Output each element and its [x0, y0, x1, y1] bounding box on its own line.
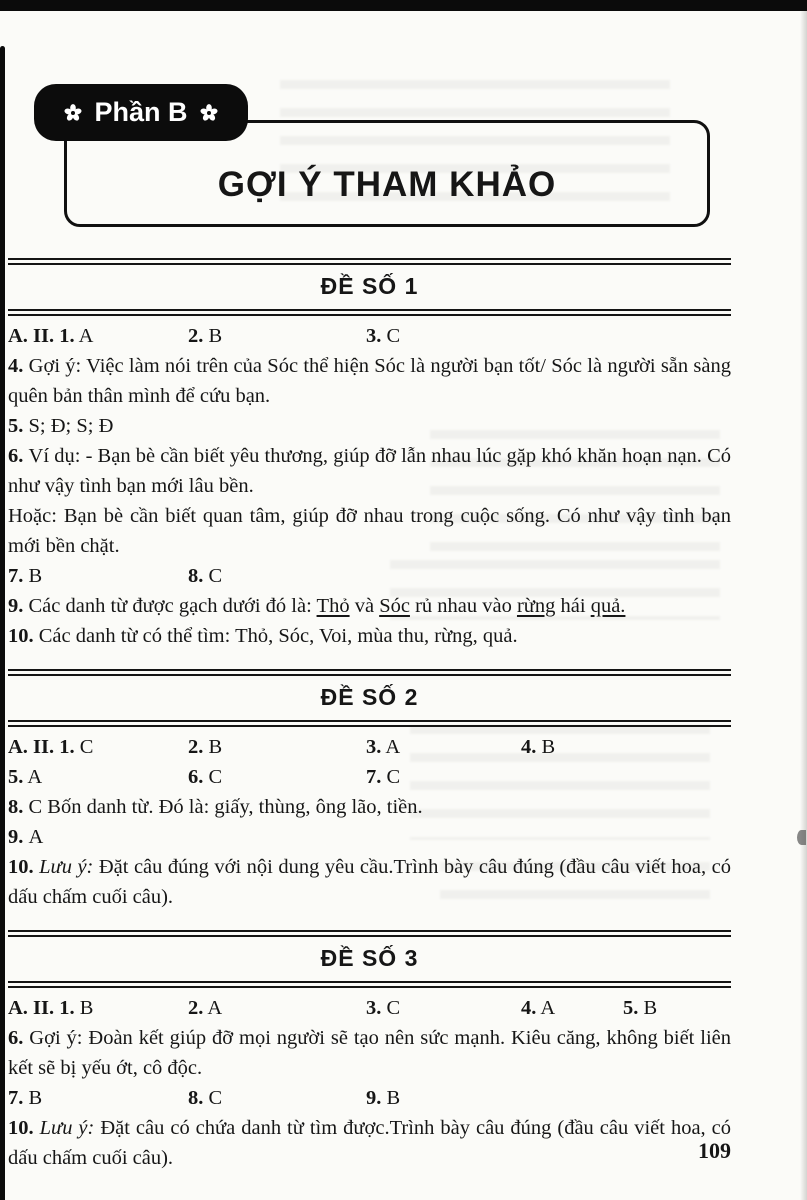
answer-paragraph — [8, 351, 731, 411]
answer-value: B — [208, 736, 223, 758]
text-segment: A — [28, 826, 44, 848]
text-segment: Sóc — [379, 595, 410, 617]
answer-cell — [188, 561, 366, 591]
double-rule — [8, 720, 731, 727]
answer-number: A. II. 1. — [8, 736, 75, 758]
text-segment: 10. — [8, 625, 39, 647]
answer-number: 2. — [188, 325, 204, 347]
answer-value: C — [386, 997, 401, 1019]
flower-icon — [63, 103, 83, 123]
answer-cell — [188, 762, 366, 792]
answer-cell — [188, 993, 366, 1023]
section-title: ĐỀ SỐ 2 — [320, 684, 419, 710]
text-segment: 10. — [8, 856, 40, 878]
text-segment: Các danh từ được gạch dưới đó là: — [28, 595, 317, 617]
answer-cell — [8, 561, 188, 591]
answer-cell — [623, 993, 657, 1023]
answer-cell — [366, 762, 521, 792]
answer-number: A. II. 1. — [8, 325, 75, 347]
answer-cell — [8, 762, 188, 792]
page-number: 109 — [698, 1138, 731, 1163]
answer-number: 3. — [366, 325, 382, 347]
scan-edge-mark — [797, 830, 806, 845]
answer-row — [8, 321, 731, 351]
section-body — [8, 316, 731, 660]
answer-value: C — [386, 325, 401, 347]
text-segment: S; Đ; S; Đ — [28, 415, 114, 437]
answer-value: C — [208, 766, 223, 788]
text-segment: và — [349, 595, 380, 617]
answer-paragraph — [8, 1113, 731, 1173]
answer-value: A — [78, 325, 94, 347]
answer-number: 3. — [366, 997, 382, 1019]
text-segment: Hoặc: Bạn bè cần biết quan tâm, giúp đỡ nhau trong cuộc sống. Có như vậy tình bạn mới bền chặt. — [8, 505, 731, 557]
text-segment: 4. — [8, 355, 29, 377]
answer-cell — [521, 993, 623, 1023]
answer-value: A — [385, 736, 401, 758]
text-segment: C Bốn danh từ. Đó là: giấy, thùng, ông lão, tiền. — [28, 796, 423, 818]
text-segment: Lưu ý: — [39, 1117, 95, 1139]
answer-number: 7. — [366, 766, 382, 788]
answer-cell — [8, 993, 188, 1023]
answer-row — [8, 993, 731, 1023]
answer-number: 5. — [623, 997, 639, 1019]
answer-number: 7. — [8, 565, 24, 587]
answer-row — [8, 732, 731, 762]
answer-value: C — [79, 736, 94, 758]
answer-value: A — [27, 766, 43, 788]
answer-paragraph — [8, 852, 731, 912]
answer-cell — [366, 732, 521, 762]
part-badge-label: Phần B — [94, 97, 188, 127]
answer-value: A — [207, 997, 223, 1019]
text-segment: rủ nhau vào — [409, 595, 517, 617]
answer-value: B — [28, 565, 43, 587]
answer-cell — [8, 321, 188, 351]
double-rule — [8, 309, 731, 316]
answer-cell — [366, 1083, 521, 1113]
answer-number: 3. — [366, 736, 382, 758]
text-segment: 9. — [8, 595, 29, 617]
answer-value: A — [540, 997, 556, 1019]
text-segment: 6. — [8, 445, 29, 467]
answer-number: 4. — [521, 997, 537, 1019]
answer-cell — [8, 1083, 188, 1113]
answer-paragraph — [8, 621, 731, 651]
text-segment: Gợi ý: Đoàn kết giúp đỡ mọi người sẽ tạo nên sức mạnh. Kiêu căng, không biết liên kết sẽ bị yếu ớt, cô độc. — [8, 1027, 732, 1079]
answer-cell — [188, 732, 366, 762]
answer-cell — [188, 321, 366, 351]
text-segment: Lưu ý: — [39, 856, 94, 878]
answer-paragraph — [8, 1023, 731, 1083]
section-de-so-1 — [8, 258, 731, 660]
answer-number: 2. — [188, 997, 204, 1019]
answer-cell — [8, 732, 188, 762]
text-segment: Đặt câu đúng với nội dung yêu cầu.Trình bày câu đúng (đầu câu viết hoa, có dấu chấm cuối câu). — [8, 856, 731, 908]
section-de-so-3 — [8, 930, 731, 1182]
text-segment: hái — [555, 595, 591, 617]
section-title: ĐỀ SỐ 1 — [320, 273, 419, 299]
answer-number: 5. — [8, 766, 24, 788]
answer-value: B — [79, 997, 94, 1019]
answer-number: 9. — [366, 1087, 382, 1109]
double-rule — [8, 669, 731, 676]
section-body — [8, 988, 731, 1182]
section-de-so-2 — [8, 669, 731, 921]
text-segment: Thỏ — [316, 595, 350, 617]
answer-number: 4. — [521, 736, 537, 758]
answer-paragraph — [8, 792, 731, 822]
answer-paragraph — [8, 411, 731, 441]
answer-cell — [188, 1083, 366, 1113]
text-segment: 8. — [8, 796, 29, 818]
answer-value: C — [386, 766, 401, 788]
answer-number: 6. — [188, 766, 204, 788]
answer-number: A. II. 1. — [8, 997, 75, 1019]
section-body — [8, 727, 731, 921]
answer-key-content — [8, 258, 731, 1182]
flower-icon — [199, 103, 219, 123]
answer-paragraph — [8, 501, 731, 561]
answer-row — [8, 1083, 731, 1113]
page-header — [0, 0, 807, 258]
double-rule — [8, 258, 731, 265]
answer-value: C — [208, 1087, 223, 1109]
answer-value: B — [28, 1087, 43, 1109]
text-segment: 9. — [8, 826, 29, 848]
text-segment: 5. — [8, 415, 29, 437]
answer-paragraph — [8, 822, 731, 852]
text-segment: 6. — [8, 1027, 30, 1049]
text-segment: rừng — [516, 595, 556, 617]
answer-value: C — [208, 565, 223, 587]
answer-row — [8, 561, 731, 591]
answer-cell — [366, 321, 521, 351]
section-title: ĐỀ SỐ 3 — [320, 945, 419, 971]
page-title: GỢI Ý THAM KHẢO — [217, 165, 557, 204]
answer-value: B — [643, 997, 658, 1019]
answer-value: B — [541, 736, 556, 758]
double-rule — [8, 930, 731, 937]
text-segment: Ví dụ: - Bạn bè cần biết yêu thương, giúp đỡ lẫn nhau lúc gặp khó khăn hoạn nạn. Có như vậy tình bạn mới lâu bền. — [8, 445, 732, 497]
text-segment: Gợi ý: Việc làm nói trên của Sóc thể hiện Sóc là người bạn tốt/ Sóc là người sẵn sàng quên bản thân mình để cứu bạn. — [8, 355, 732, 407]
text-segment: quả. — [590, 595, 626, 617]
text-segment: Các danh từ có thể tìm: Thỏ, Sóc, Voi, mùa thu, rừng, quả. — [38, 625, 518, 647]
text-segment: 10. — [8, 1117, 40, 1139]
answer-value: B — [208, 325, 223, 347]
text-segment: Đặt câu có chứa danh từ tìm được.Trình bày câu đúng (đầu câu viết hoa, có dấu chấm cuối câu). — [8, 1117, 731, 1169]
answer-number: 2. — [188, 736, 204, 758]
answer-value: B — [386, 1087, 401, 1109]
answer-number: 8. — [188, 565, 204, 587]
answer-cell — [366, 993, 521, 1023]
answer-paragraph — [8, 441, 731, 501]
answer-row — [8, 762, 731, 792]
double-rule — [8, 981, 731, 988]
part-badge — [34, 84, 248, 141]
answer-cell — [521, 732, 623, 762]
answer-number: 8. — [188, 1087, 204, 1109]
answer-paragraph — [8, 591, 731, 621]
answer-number: 7. — [8, 1087, 24, 1109]
